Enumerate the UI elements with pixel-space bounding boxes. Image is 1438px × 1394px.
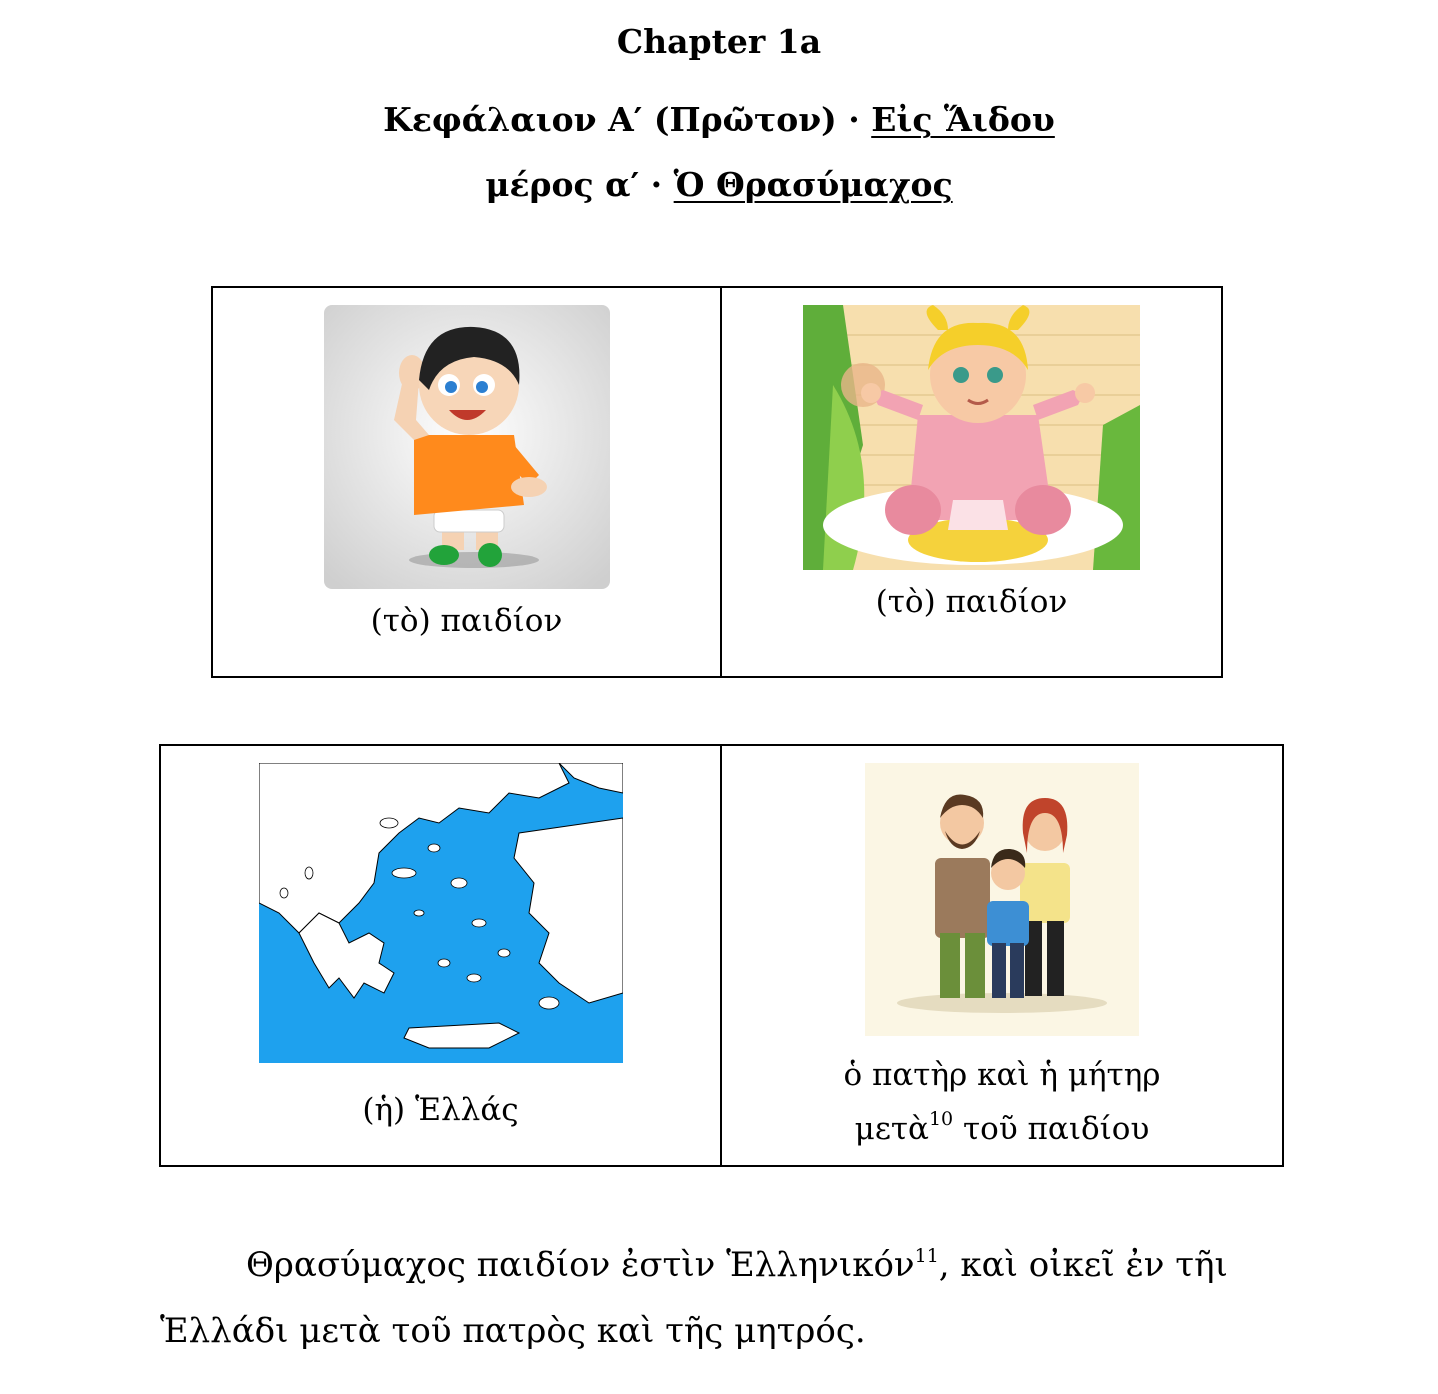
part-title-link[interactable]: Ὁ Θρασύμαχος [673,165,953,204]
baby-illustration [803,305,1140,570]
picture-table-2 [159,744,1284,1167]
picture-table-1 [211,286,1223,678]
chapter-title-link[interactable]: Εἰς Ἅιδου [871,100,1055,139]
greece-map [259,763,623,1063]
part-title [0,165,1438,204]
chapter-title-prefix: Κεφάλαιον Α′ (Πρῶτον) · [383,100,872,139]
card-caption: (τὸ) παιδίον [370,603,563,639]
footnote-ref-10[interactable]: 10 [928,1108,954,1130]
caption-word: μετὰ [854,1111,929,1147]
card-boy [212,287,721,677]
boy-illustration [324,305,610,589]
paragraph-text-1: Θρασύμαχος παιδίον ἐστὶν Ἑλληνικόν [246,1245,915,1285]
footnote-ref-11[interactable]: 11 [914,1245,939,1267]
card-caption: (ἡ) Ἑλλάς [362,1092,519,1128]
chapter-title [0,100,1438,139]
paragraph-text-2: , καὶ οἰκεῖ ἐν τῆι Ἑλλάδι μετὰ τοῦ πατρὸς καὶ τῆς μητρός. [160,1245,1228,1351]
card-greece [160,745,721,1166]
card-caption: (τὸ) παιδίον [875,584,1068,620]
chapter-heading: Chapter 1a [616,22,822,61]
card-family [721,745,1283,1166]
card-caption-line-2 [722,1102,1282,1156]
card-baby [721,287,1222,677]
card-caption-line-1: ὁ πατὴρ καὶ ἡ μήτηρ [843,1057,1161,1093]
family-illustration [865,763,1139,1036]
caption-word: τοῦ παιδίου [953,1111,1150,1147]
part-title-prefix: μέρος α′ · [485,165,674,204]
body-paragraph [160,1232,1280,1364]
